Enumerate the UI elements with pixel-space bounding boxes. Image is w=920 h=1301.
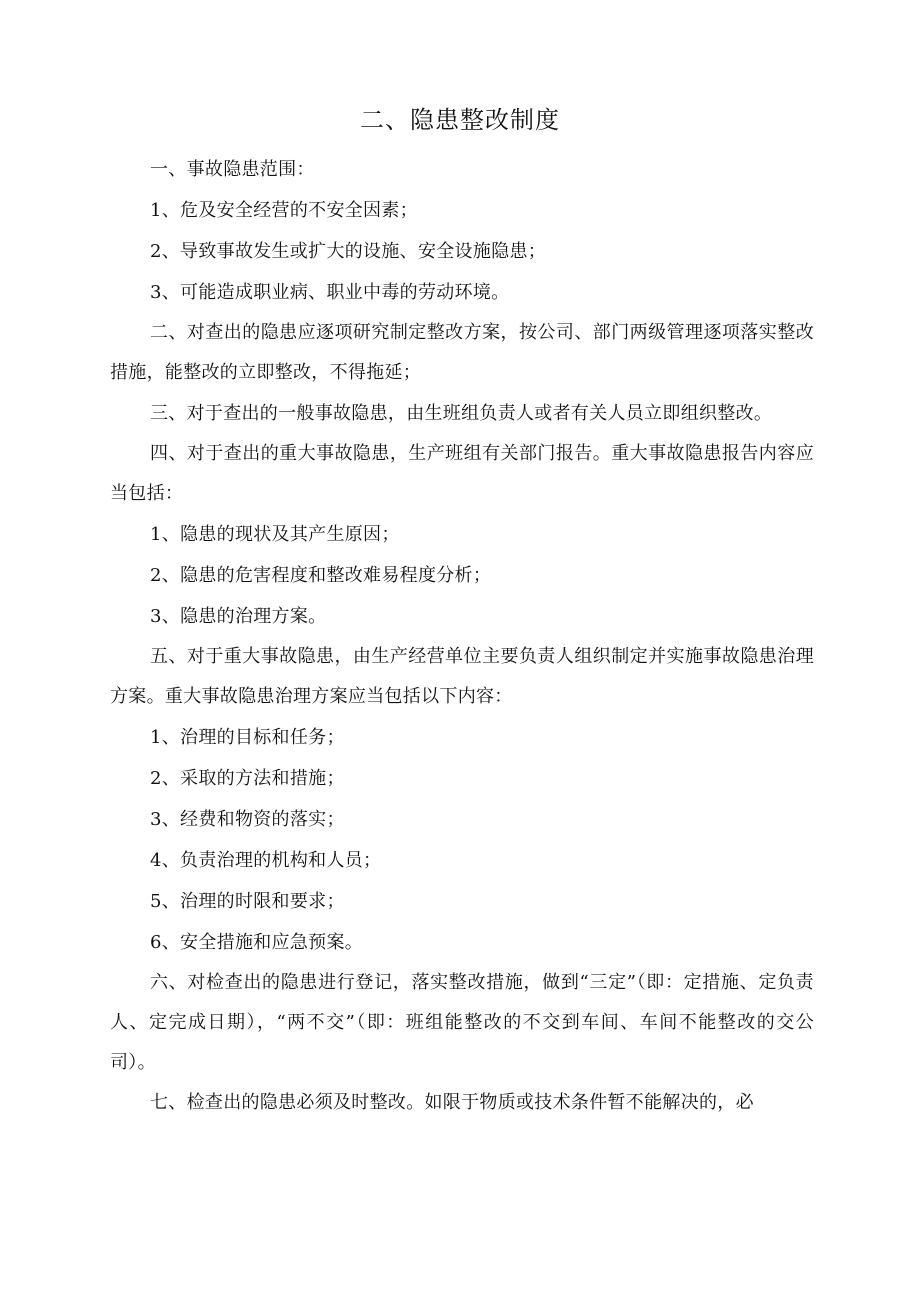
section-5-item-2: 2、采取的方法和措施； bbox=[150, 768, 345, 789]
document-title: 二、隐患整改制度 bbox=[360, 106, 560, 134]
section-4-item-3: 3、隐患的治理方案。 bbox=[150, 606, 327, 627]
section-5-item-3: 3、经费和物资的落实； bbox=[150, 809, 345, 830]
section-1-item-3: 3、可能造成职业病、职业中毒的劳动环境。 bbox=[150, 282, 510, 303]
section-1-item-1: 1、危及安全经营的不安全因素； bbox=[150, 200, 418, 221]
section-4-item-2: 2、隐患的危害程度和整改难易程度分析； bbox=[150, 565, 492, 586]
section-1-heading: 一、事故隐患范围： bbox=[150, 159, 315, 180]
section-5-item-1: 1、治理的目标和任务； bbox=[150, 727, 345, 748]
section-3-paragraph: 三、对于查出的一般事故隐患，由生班组负责人或者有关人员立即组织整改。 bbox=[150, 403, 773, 424]
section-4-paragraph: 四、对于查出的重大事故隐患，生产班组有关部门报告。重大事故隐患报告内容应当包括： bbox=[110, 443, 814, 504]
section-7-paragraph: 七、检查出的隐患必须及时整改。如限于物质或技术条件暂不能解决的，必 bbox=[150, 1092, 754, 1113]
document-body bbox=[110, 149, 814, 1123]
section-5-item-5: 5、治理的时限和要求； bbox=[150, 891, 345, 912]
section-5-item-6: 6、安全措施和应急预案。 bbox=[150, 932, 364, 953]
section-6-paragraph: 六、对检查出的隐患进行登记，落实整改措施，做到“三定”（即：定措施、定负责人、定完成日期），“两不交”（即：班组能整改的不交到车间、车间不能整改的交公司）。 bbox=[110, 972, 814, 1073]
section-2-paragraph: 二、对查出的隐患应逐项研究制定整改方案，按公司、部门两级管理逐项落实整改措施，能整改的立即整改，不得拖延； bbox=[110, 322, 814, 383]
section-1-item-2: 2、导致事故发生或扩大的设施、安全设施隐患； bbox=[150, 241, 547, 262]
section-5-item-4: 4、负责治理的机构和人员； bbox=[150, 850, 382, 871]
section-5-paragraph: 五、对于重大事故隐患，由生产经营单位主要负责人组织制定并实施事故隐患治理方案。重大事故隐患治理方案应当包括以下内容： bbox=[110, 646, 814, 707]
section-4-item-1: 1、隐患的现状及其产生原因； bbox=[150, 524, 400, 545]
